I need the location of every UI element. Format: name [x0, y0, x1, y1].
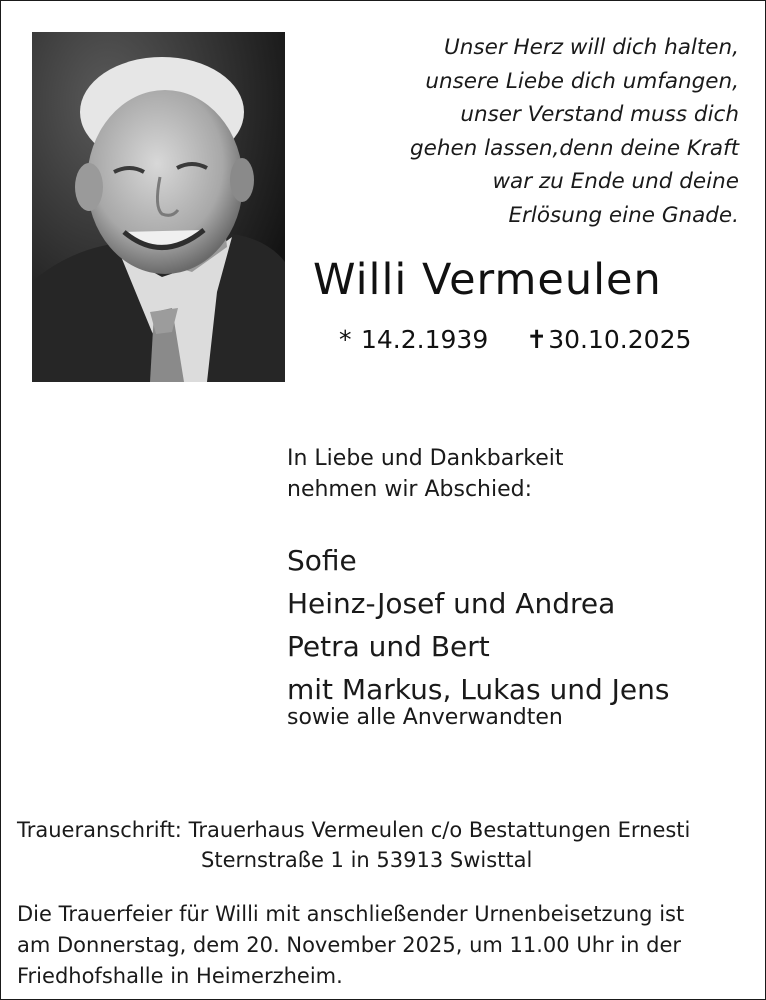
mourning-address [17, 815, 751, 875]
poem-line: unser Verstand muss dich [460, 102, 739, 128]
portrait-photo [32, 32, 285, 382]
farewell-line: In Liebe und Dankbarkeit [287, 446, 564, 471]
farewell-text [287, 443, 564, 505]
family-member: Sofie [287, 544, 357, 577]
service-line: Friedhofshalle in Heimerzheim. [17, 964, 343, 988]
service-line: Die Trauerfeier für Willi mit anschließender Urnenbeisetzung ist [17, 902, 685, 926]
family-list [287, 539, 669, 731]
death-cross-icon: ✝ [526, 325, 548, 354]
address-line: Trauerhaus Vermeulen c/o Bestattungen Ernesti [188, 818, 691, 842]
death-date: 30.10.2025 [548, 325, 692, 354]
family-member: mit Markus, Lukas und Jens [287, 673, 670, 706]
address-label: Traueranschrift: [17, 818, 182, 842]
poem-line: Unser Herz will dich halten, [444, 35, 739, 60]
life-dates [339, 325, 691, 354]
poem-line: unsere Liebe dich umfangen, [425, 68, 739, 94]
birth-date: 14.2.1939 [361, 325, 489, 354]
family-others: sowie alle Anverwandten [287, 705, 563, 730]
poem [319, 31, 739, 233]
service-line: am Donnerstag, dem 20. November 2025, um 11.00 Uhr in der [17, 933, 682, 957]
poem-line: war zu Ende und deine [492, 169, 739, 195]
poem-line: Erlösung eine Gnade. [508, 202, 739, 228]
poem-line: gehen lassen,denn deine Kraft [409, 135, 739, 161]
funeral-service-info [17, 899, 751, 992]
birth-star-icon: * [339, 325, 352, 354]
address-line: Sternstraße 1 in 53913 Swisttal [201, 848, 533, 872]
family-member: Heinz-Josef und Andrea [287, 587, 616, 620]
deceased-name: Willi Vermeulen [313, 255, 662, 305]
family-member: Petra und Bert [287, 630, 490, 663]
farewell-line: nehmen wir Abschied: [287, 477, 533, 502]
